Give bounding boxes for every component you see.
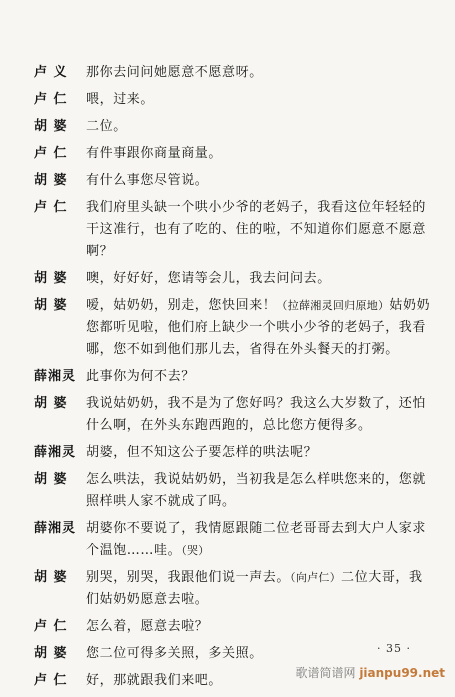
speech-text: 胡婆，但不知这公子要怎样的哄法呢？	[86, 445, 318, 460]
speech-text: 我说姑奶奶，我不是为了您好吗？我这么大岁数了，还怕什么啊，在外头东跑西跑的，总比您方便得多。	[86, 396, 427, 433]
speech-text: 二位。	[86, 119, 127, 134]
speech-text: 此事你为何不去？	[86, 369, 195, 384]
speaker-name: 胡 婆	[34, 173, 68, 188]
speech-text: 好，那就跟我们来吧。	[86, 673, 223, 688]
speaker-name: 胡 婆	[34, 570, 68, 585]
dialogue-line	[34, 170, 434, 192]
speech-text: 怎么哄法，我说姑奶奶，当初我是怎么样哄您来的，您就照样哄人家不就成了吗。	[86, 472, 427, 509]
speaker-name: 卢 仁	[34, 146, 68, 161]
speaker-name: 卢 仁	[34, 92, 68, 107]
dialogue-line	[34, 89, 434, 111]
dialogue-line	[34, 143, 434, 165]
stage-direction: （向卢仁）	[290, 571, 342, 584]
dialogue-line	[34, 268, 434, 290]
speech-text: 您二位可得多关照，多关照。	[86, 646, 263, 661]
stage-direction: （拉薛湘灵回归原地）	[276, 299, 390, 312]
speech-text: 有件事跟你商量商量。	[86, 146, 223, 161]
speaker-name: 胡 婆	[34, 271, 68, 286]
speaker-name: 薛湘灵	[34, 445, 77, 460]
speaker-name: 卢 义	[34, 65, 68, 80]
speech-segment: 嗳，姑奶奶，别走，您快回来！	[86, 298, 277, 313]
speaker-name: 胡 婆	[34, 396, 68, 411]
dialogue-line	[34, 393, 434, 437]
speech-segment: 胡婆你不要说了，我情愿跟随二位老哥哥去到大户人家求个温饱……哇。	[86, 521, 427, 558]
dialogue-line	[34, 197, 434, 263]
speech-text: 怎么着，愿意去啦？	[86, 619, 209, 634]
page-number: · 35 ·	[377, 642, 411, 655]
speech-text: 噢，好好好，您请等会儿，我去问问去。	[86, 271, 331, 286]
speaker-name: 薛湘灵	[34, 369, 77, 384]
dialogue-line	[34, 518, 434, 562]
speech-text: 有什么事您尽管说。	[86, 173, 209, 188]
dialogue-line	[34, 643, 434, 665]
dialogue-line	[34, 469, 434, 513]
dialogue-line	[34, 116, 434, 138]
speaker-name: 胡 婆	[34, 472, 68, 487]
speaker-name: 胡 婆	[34, 119, 68, 134]
dialogue-line	[34, 442, 434, 464]
speech-text	[86, 295, 434, 361]
speech-text: 喂，过来。	[86, 92, 155, 107]
stage-direction: （哭）	[181, 544, 210, 557]
site-watermark	[295, 664, 445, 681]
speech-segment: 别哭，别哭，我跟他们说一声去。	[86, 570, 291, 585]
speech-text: 那你去问问她愿意不愿意呀。	[86, 65, 263, 80]
dialogue-line	[34, 616, 434, 638]
speaker-name: 卢 仁	[34, 673, 68, 688]
speech-text: 我们府里头缺一个哄小少爷的老妈子，我看这位年轻轻的干这准行，也有了吃的、住的啦，不知道你们愿意不愿意啊？	[86, 200, 427, 259]
dialogue-line	[34, 295, 434, 361]
speaker-name: 薛湘灵	[34, 521, 77, 536]
speech-segment: 姑奶奶您都听见啦，他们府上缺少一个哄小少爷的老妈子，我看哪，您不如到他们那儿去，省得在外头餐天的打粥。	[86, 298, 431, 357]
dialogue-line	[34, 62, 434, 84]
dialogue-block	[34, 62, 434, 697]
watermark-text: 歌谱简谱网	[295, 666, 356, 680]
speaker-name: 胡 婆	[34, 646, 68, 661]
speaker-name: 卢 仁	[34, 200, 68, 215]
speaker-name: 卢 仁	[34, 619, 68, 634]
speech-text	[86, 567, 434, 611]
watermark-site: jianpu99.net	[359, 666, 445, 680]
dialogue-line	[34, 366, 434, 388]
speech-text	[86, 518, 434, 562]
speaker-name: 胡 婆	[34, 298, 68, 313]
dialogue-line	[34, 567, 434, 611]
speech-segment: 二位大哥，我们姑奶奶愿意去啦。	[86, 570, 423, 607]
